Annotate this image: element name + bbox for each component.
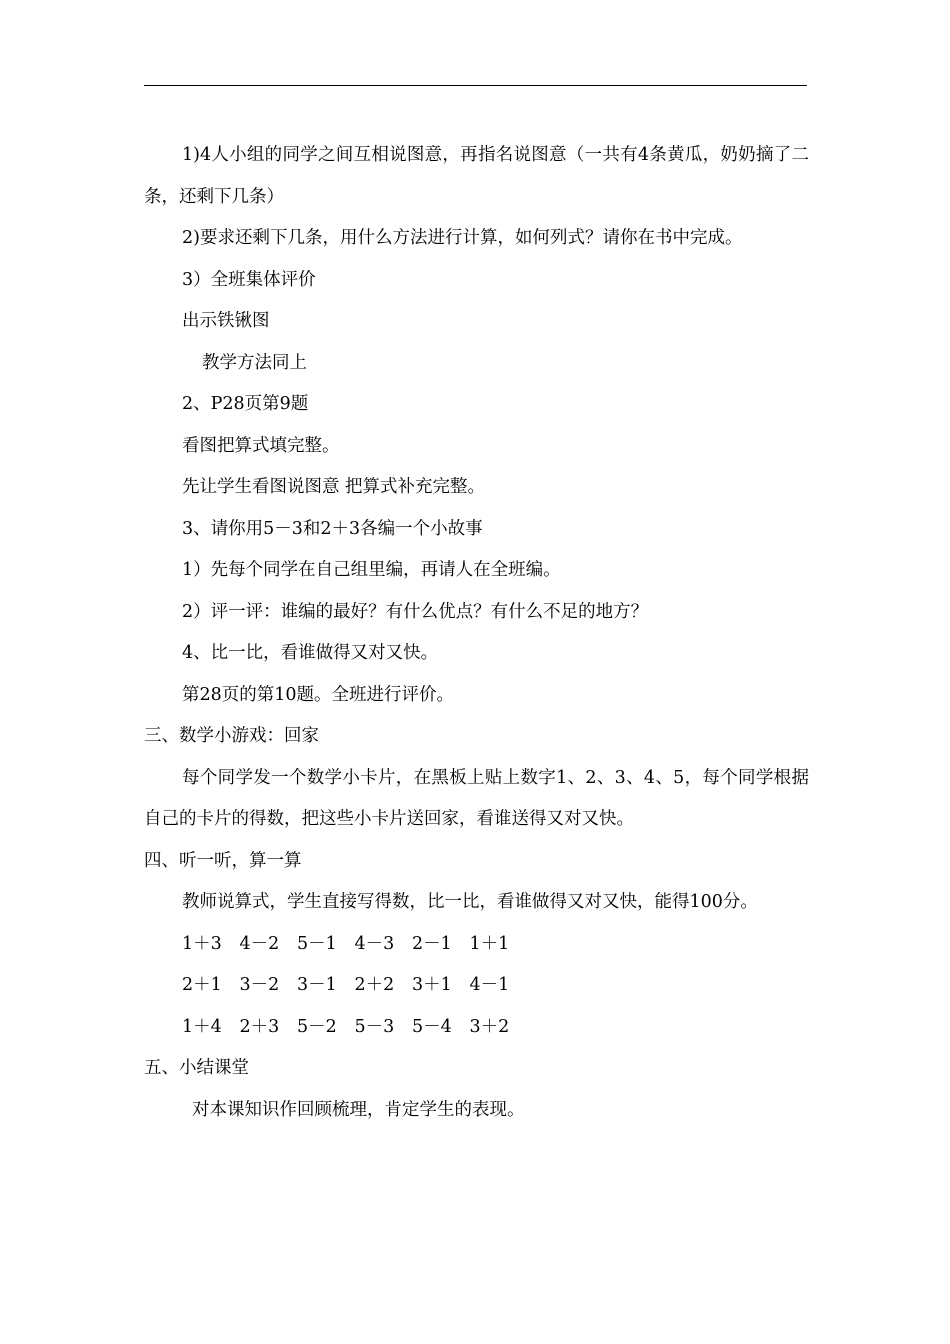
paragraph-group-discussion: 1)4人小组的同学之间互相说图意，再指名说图意（一共有4条黄瓜，奶奶摘了二条，还剩下几条） — [144, 145, 809, 207]
equation-item: 3－1 — [297, 975, 337, 995]
equation-item: 1＋1 — [469, 933, 510, 954]
paragraph-class-evaluation: 3）全班集体评价 — [182, 269, 316, 290]
equation-item: 2＋2 — [354, 975, 395, 995]
paragraph-same-method: 教学方法同上 — [202, 352, 307, 373]
document-body — [144, 135, 809, 1131]
paragraph-calculation-method: 2)要求还剩下几条，用什么方法进行计算，如何列式？请你在书中完成。 — [182, 228, 743, 248]
paragraph-describe-picture: 先让学生看图说图意 把算式补充完整。 — [182, 477, 486, 497]
equation-row — [144, 924, 809, 966]
paragraph-fill-equation: 看图把算式填完整。 — [182, 435, 340, 456]
equation-row — [144, 965, 809, 1007]
paragraph-group-story: 1）先每个同学在自己组里编，再请人在全班编。 — [182, 560, 561, 580]
paragraph-compare: 4、比一比，看谁做得又对又快。 — [182, 643, 439, 663]
equation-row — [144, 1007, 809, 1049]
equation-item: 2－1 — [412, 933, 452, 954]
paragraph-evaluate-story: 2）评一评：谁编的最好？有什么优点？有什么不足的地方？ — [182, 601, 649, 622]
equation-item: 3＋2 — [469, 1016, 510, 1037]
equation-item: 3－2 — [239, 975, 280, 995]
paragraph-make-story: 3、请你用5－3和2＋3各编一个小故事 — [182, 518, 483, 539]
equation-item: 4－1 — [469, 975, 510, 995]
section-heading-math-game: 三、数学小游戏：回家 — [144, 726, 319, 746]
equation-item: 3＋1 — [412, 975, 452, 995]
equation-item: 2＋1 — [182, 975, 222, 995]
equation-item: 1＋3 — [182, 933, 222, 954]
equation-item: 4－3 — [354, 933, 395, 954]
equation-item: 2＋3 — [239, 1016, 280, 1037]
equation-item: 4－2 — [239, 933, 280, 954]
paragraph-show-shovel-picture: 出示铁锹图 — [182, 311, 270, 331]
equation-item: 5－4 — [412, 1016, 452, 1037]
equation-item: 5－1 — [297, 933, 337, 954]
section-heading-listen-calculate: 四、听一听，算一算 — [144, 850, 302, 871]
paragraph-card-game: 每个同学发一个数学小卡片，在黑板上贴上数字1、2、3、4、5，每个同学根据自己的卡片的得数，把这些小卡片送回家，看谁送得又对又快。 — [144, 767, 809, 829]
paragraph-teacher-dictation: 教师说算式，学生直接写得数，比一比，看谁做得又对又快，能得100分。 — [182, 892, 758, 912]
paragraph-exercise-10: 第28页的第10题。全班进行评价。 — [182, 684, 455, 705]
paragraph-review: 对本课知识作回顾梳理，肯定学生的表现。 — [192, 1099, 525, 1120]
equation-item: 1＋4 — [182, 1016, 222, 1037]
paragraph-exercise-9: 2、P28页第9题 — [182, 394, 309, 414]
header-rule — [144, 85, 807, 86]
section-heading-summary: 五、小结课堂 — [144, 1058, 249, 1078]
equation-item: 5－2 — [297, 1016, 337, 1037]
equation-item: 5－3 — [354, 1016, 395, 1037]
